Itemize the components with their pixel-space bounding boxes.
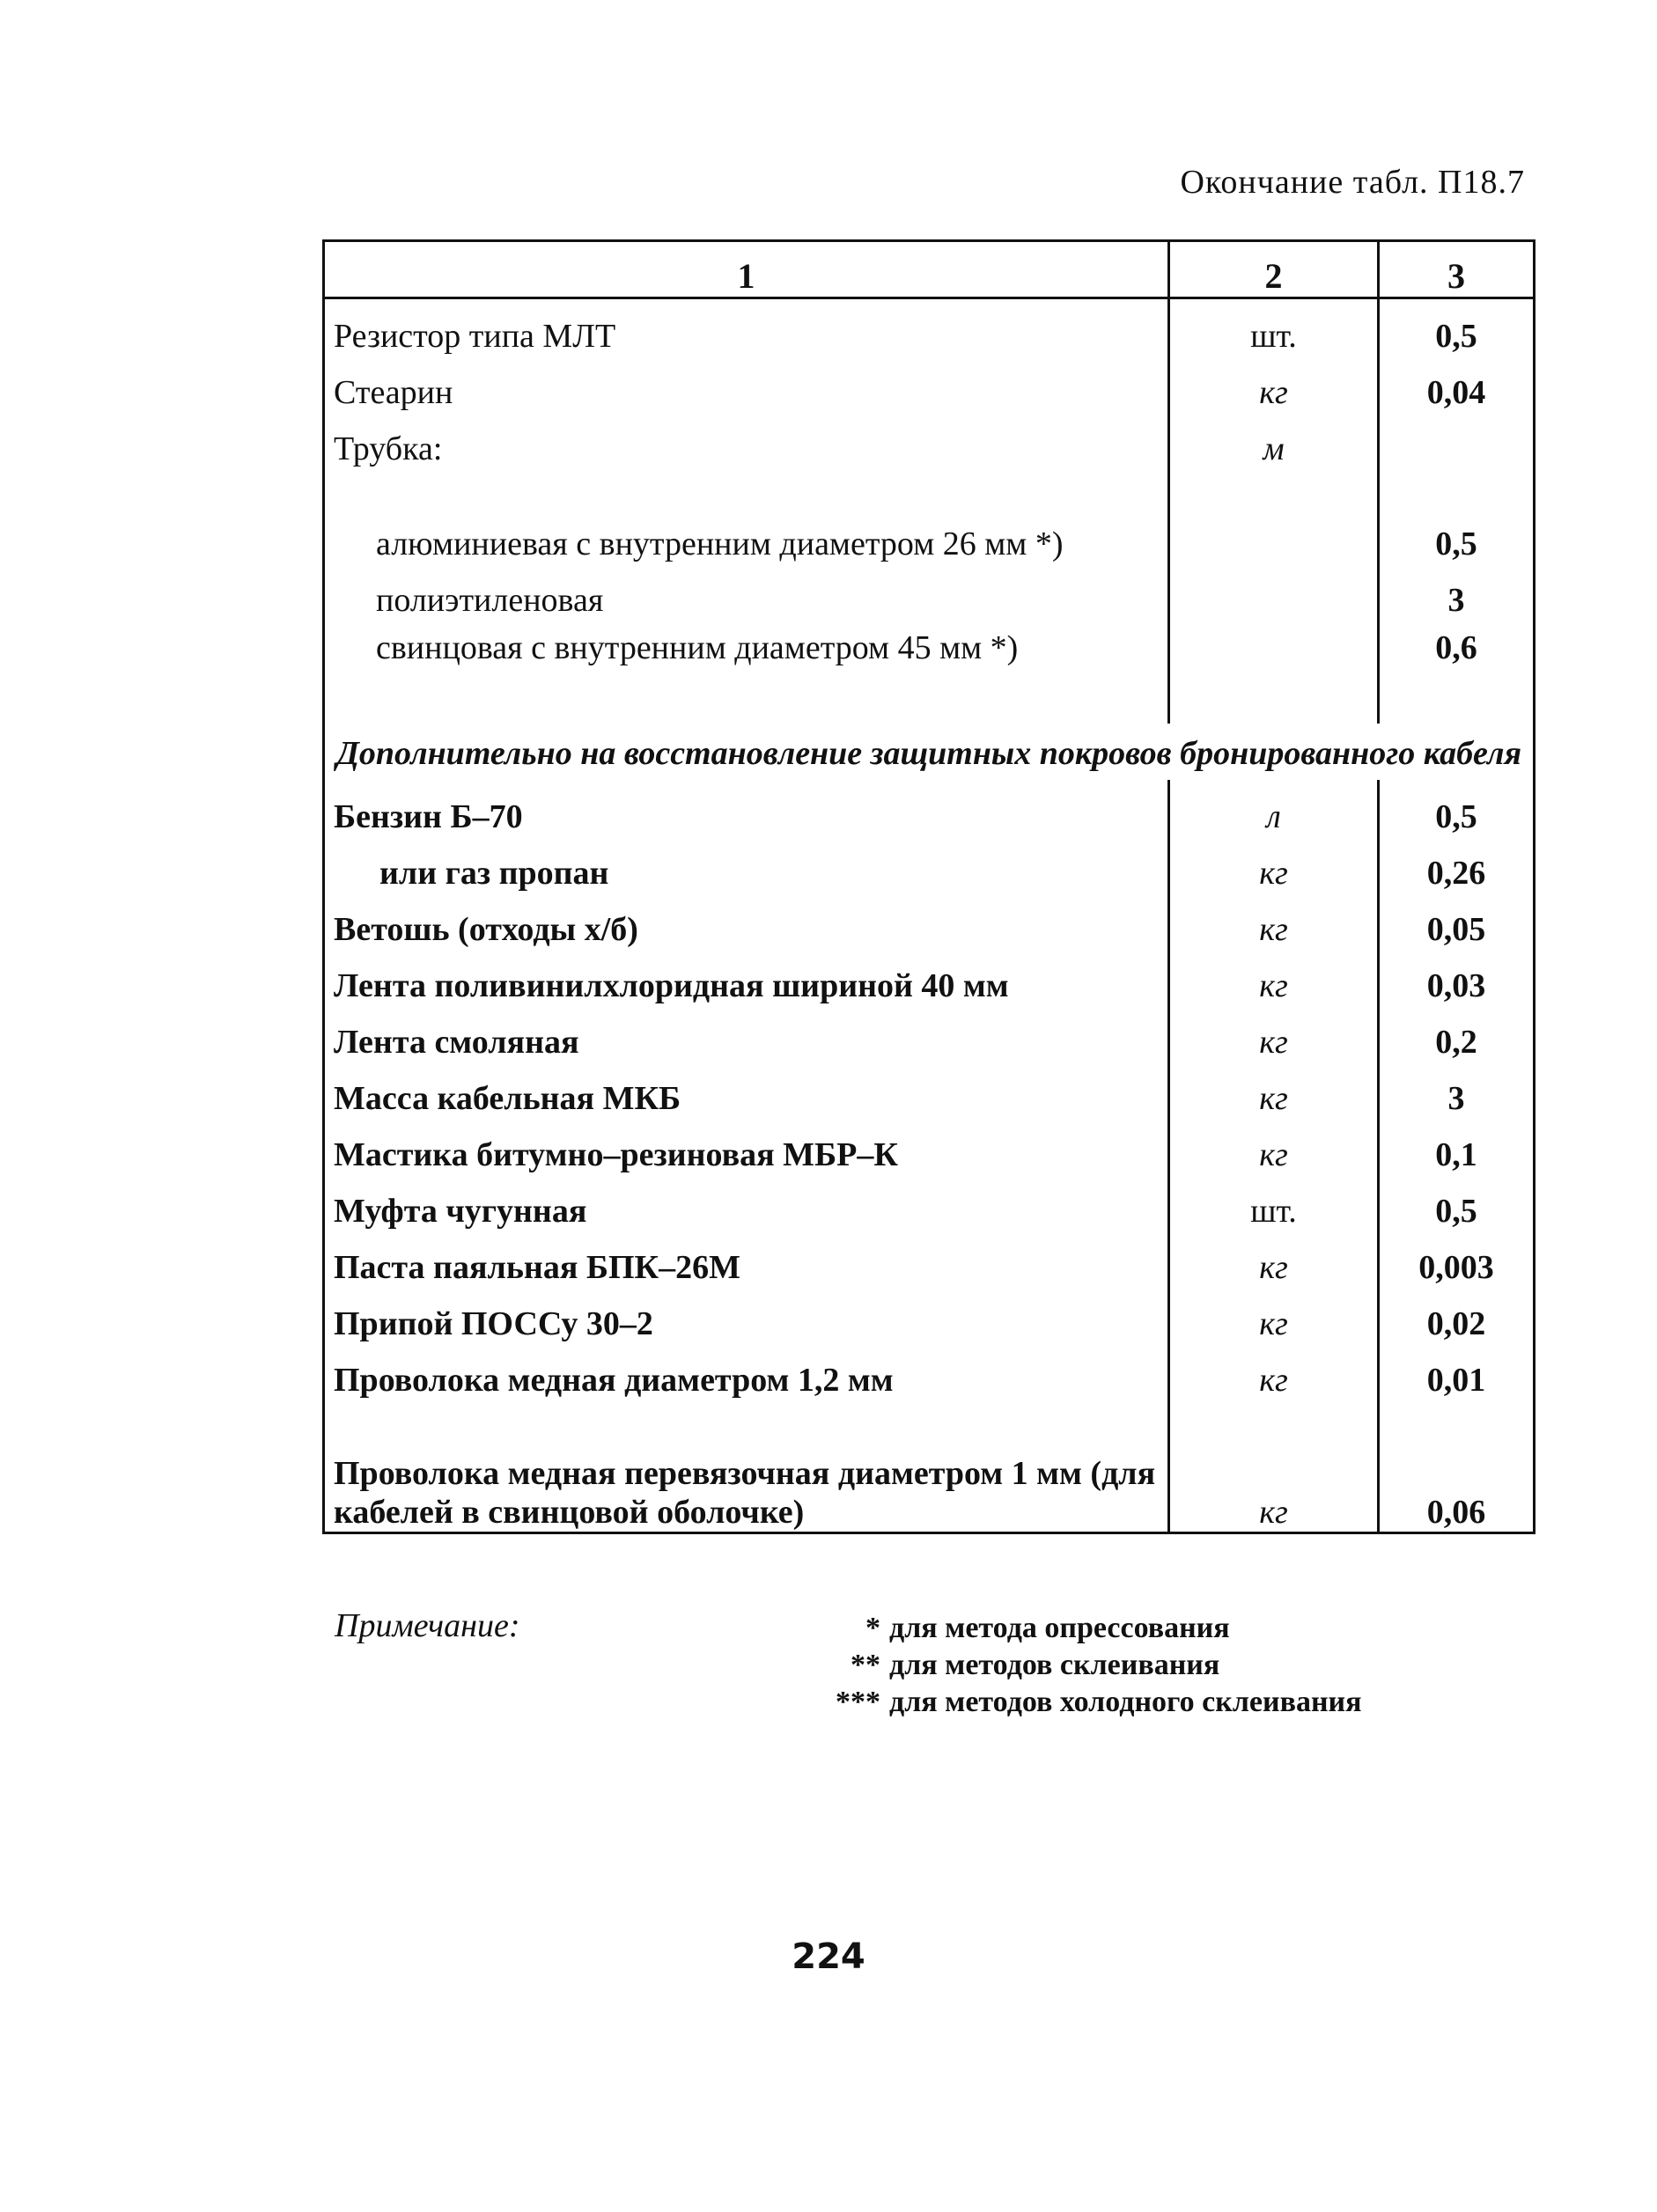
row-value: 3 — [1379, 563, 1535, 620]
table-row — [324, 1400, 1535, 1533]
row-name: Стеарин — [324, 356, 1169, 412]
note-text: для метода опрессования — [889, 1612, 1230, 1644]
materials-table — [322, 239, 1535, 1534]
note-line — [616, 1610, 1230, 1647]
section-heading-row — [324, 724, 1535, 780]
row-value: 0,05 — [1379, 893, 1535, 949]
table-row — [324, 1174, 1535, 1231]
row-name: Лента смоляная — [324, 1005, 1169, 1062]
row-value: 0,6 — [1379, 620, 1535, 724]
row-name: или газ пропан — [324, 836, 1169, 893]
row-value: 0,04 — [1379, 356, 1535, 412]
table-row — [324, 780, 1535, 836]
row-unit: шт. — [1169, 298, 1379, 356]
note-text: для методов склеивания — [889, 1649, 1220, 1681]
row-name: Муфта чугунная — [324, 1174, 1169, 1231]
row-name: Проволока медная перевязочная диаметром 1 мм (для кабелей в свинцовой оболочке) — [324, 1400, 1169, 1533]
table-caption: Окончание табл. П18.7 — [1180, 164, 1525, 201]
table-row — [324, 412, 1535, 468]
row-name: Бензин Б–70 — [324, 780, 1169, 836]
note-lines — [616, 1610, 1362, 1721]
row-value: 0,5 — [1379, 298, 1535, 356]
row-name: Резистор типа МЛТ — [324, 298, 1169, 356]
row-unit — [1169, 620, 1379, 724]
row-name: Лента поливинилхлоридная шириной 40 мм — [324, 949, 1169, 1005]
table-row — [324, 1343, 1535, 1400]
row-unit: кг — [1169, 836, 1379, 893]
row-unit: кг — [1169, 893, 1379, 949]
row-value: 0,003 — [1379, 1231, 1535, 1287]
note-mark: *** — [836, 1686, 880, 1718]
row-unit: шт. — [1169, 1174, 1379, 1231]
header-col-1: 1 — [324, 241, 1169, 298]
row-value — [1379, 412, 1535, 468]
header-col-2: 2 — [1169, 241, 1379, 298]
row-name: полиэтиленовая — [324, 563, 1169, 620]
page-number: 224 — [792, 1936, 865, 1977]
row-value: 0,02 — [1379, 1287, 1535, 1343]
row-value: 0,5 — [1379, 780, 1535, 836]
table-row — [324, 836, 1535, 893]
table-row — [324, 620, 1535, 724]
row-unit: кг — [1169, 1231, 1379, 1287]
table-row — [324, 1005, 1535, 1062]
table-row — [324, 893, 1535, 949]
row-name: Трубка: — [324, 412, 1169, 468]
row-name: Масса кабельная МКБ — [324, 1062, 1169, 1118]
row-value: 0,1 — [1379, 1118, 1535, 1174]
row-value: 0,01 — [1379, 1343, 1535, 1400]
row-value: 0,06 — [1379, 1400, 1535, 1533]
note-line — [616, 1647, 1220, 1684]
row-value: 0,5 — [1379, 468, 1535, 563]
row-value: 0,03 — [1379, 949, 1535, 1005]
row-unit: кг — [1169, 1343, 1379, 1400]
row-name: Проволока медная диаметром 1,2 мм — [324, 1343, 1169, 1400]
row-name: свинцовая с внутренним диаметром 45 мм *) — [324, 620, 1169, 724]
table-row — [324, 1118, 1535, 1174]
table-header-row — [324, 241, 1535, 298]
row-name: Паста паяльная БПК–26М — [324, 1231, 1169, 1287]
table-row — [324, 356, 1535, 412]
row-unit: кг — [1169, 1062, 1379, 1118]
row-name: Ветошь (отходы х/б) — [324, 893, 1169, 949]
table-row — [324, 1231, 1535, 1287]
row-unit: кг — [1169, 1400, 1379, 1533]
note-line — [616, 1684, 1362, 1721]
row-name: Припой ПОССу 30–2 — [324, 1287, 1169, 1343]
row-unit: кг — [1169, 1118, 1379, 1174]
note-label: Примечание: — [335, 1607, 520, 1644]
note-mark: * — [865, 1612, 880, 1644]
header-col-3: 3 — [1379, 241, 1535, 298]
row-value: 0,5 — [1379, 1174, 1535, 1231]
table-row — [324, 468, 1535, 563]
table-row — [324, 298, 1535, 356]
row-value: 0,2 — [1379, 1005, 1535, 1062]
row-unit: кг — [1169, 1005, 1379, 1062]
row-unit: л — [1169, 780, 1379, 836]
row-value: 0,26 — [1379, 836, 1535, 893]
row-unit — [1169, 563, 1379, 620]
note-text: для методов холодного склеивания — [889, 1686, 1362, 1718]
table-row — [324, 1062, 1535, 1118]
table-row — [324, 1287, 1535, 1343]
row-unit: кг — [1169, 1287, 1379, 1343]
row-name: Мастика битумно–резиновая МБР–К — [324, 1118, 1169, 1174]
row-unit — [1169, 468, 1379, 563]
note-mark: ** — [851, 1649, 880, 1681]
section-title: Дополнительно на восстановление защитных покровов бронированного кабеля — [324, 724, 1535, 780]
row-unit: кг — [1169, 949, 1379, 1005]
table-row — [324, 563, 1535, 620]
row-name: алюминиевая с внутренним диаметром 26 мм *) — [324, 468, 1169, 563]
row-unit: кг — [1169, 356, 1379, 412]
table-row — [324, 949, 1535, 1005]
row-unit: м — [1169, 412, 1379, 468]
row-value: 3 — [1379, 1062, 1535, 1118]
